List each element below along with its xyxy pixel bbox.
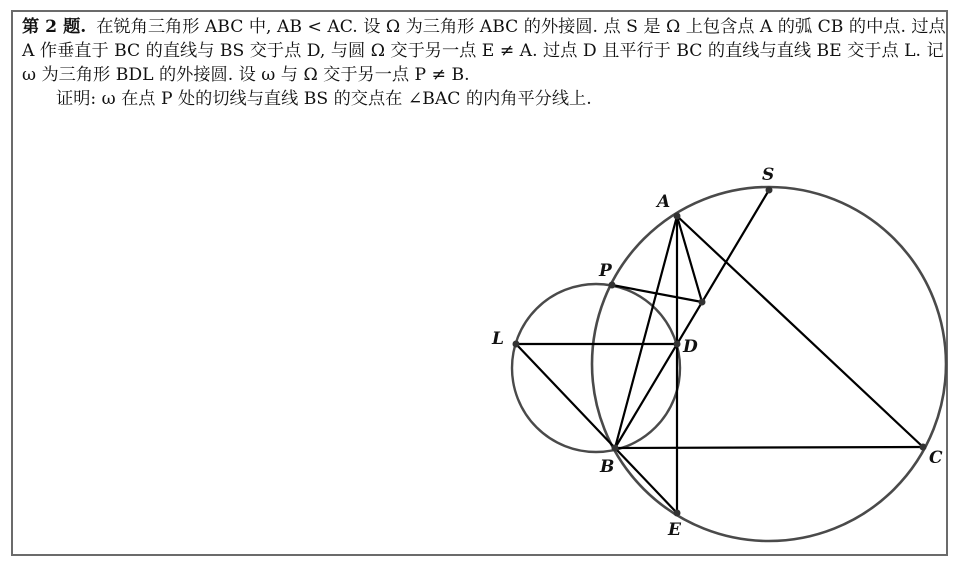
point-l (513, 341, 520, 348)
label-s: S (762, 165, 775, 185)
label-d: D (683, 337, 698, 357)
label-l: L (492, 329, 504, 349)
label-b: B (600, 457, 615, 477)
figure-points (513, 187, 927, 517)
segment-lb (516, 344, 615, 448)
point-p (609, 282, 616, 289)
point-c (920, 444, 927, 451)
figure-segments (516, 190, 923, 513)
segment-bc (615, 447, 923, 448)
problem-claim: 证明: ω 在点 P 处的切线与直线 BS 的交点在 ∠BAC 的内角平分线上. (56, 89, 592, 109)
point-tangent-intersection (699, 299, 706, 306)
segment-ac (677, 216, 923, 447)
label-p: P (599, 261, 612, 281)
label-c: C (929, 448, 943, 468)
label-e: E (668, 520, 681, 540)
point-s (766, 187, 773, 194)
point-b (612, 445, 619, 452)
point-d (674, 341, 681, 348)
circumcircle-omega-big (592, 187, 946, 541)
problem-heading: 第 2 题. (22, 17, 87, 37)
segment-be (615, 448, 677, 513)
point-a (674, 213, 681, 220)
problem-body: 在锐角三角形 ABC 中, AB < AC. 设 Ω 为三角形 ABC 的外接圆. 点 S 是 Ω 上包含点 A 的弧 CB 的中点. 过点 A 作垂直于 BC 的直线与 BS 交于点 D, 与圆 Ω 交于另一点 E ≠ A. 过点 D 且平行于 BC 的直线与直线 BE 交于点 L. 记 ω 为三角形 BDL 的外接圆. 设 ω 与 Ω 交于另一点 P ≠ B. (22, 17, 946, 85)
label-a: A (657, 192, 671, 212)
point-e (674, 510, 681, 517)
